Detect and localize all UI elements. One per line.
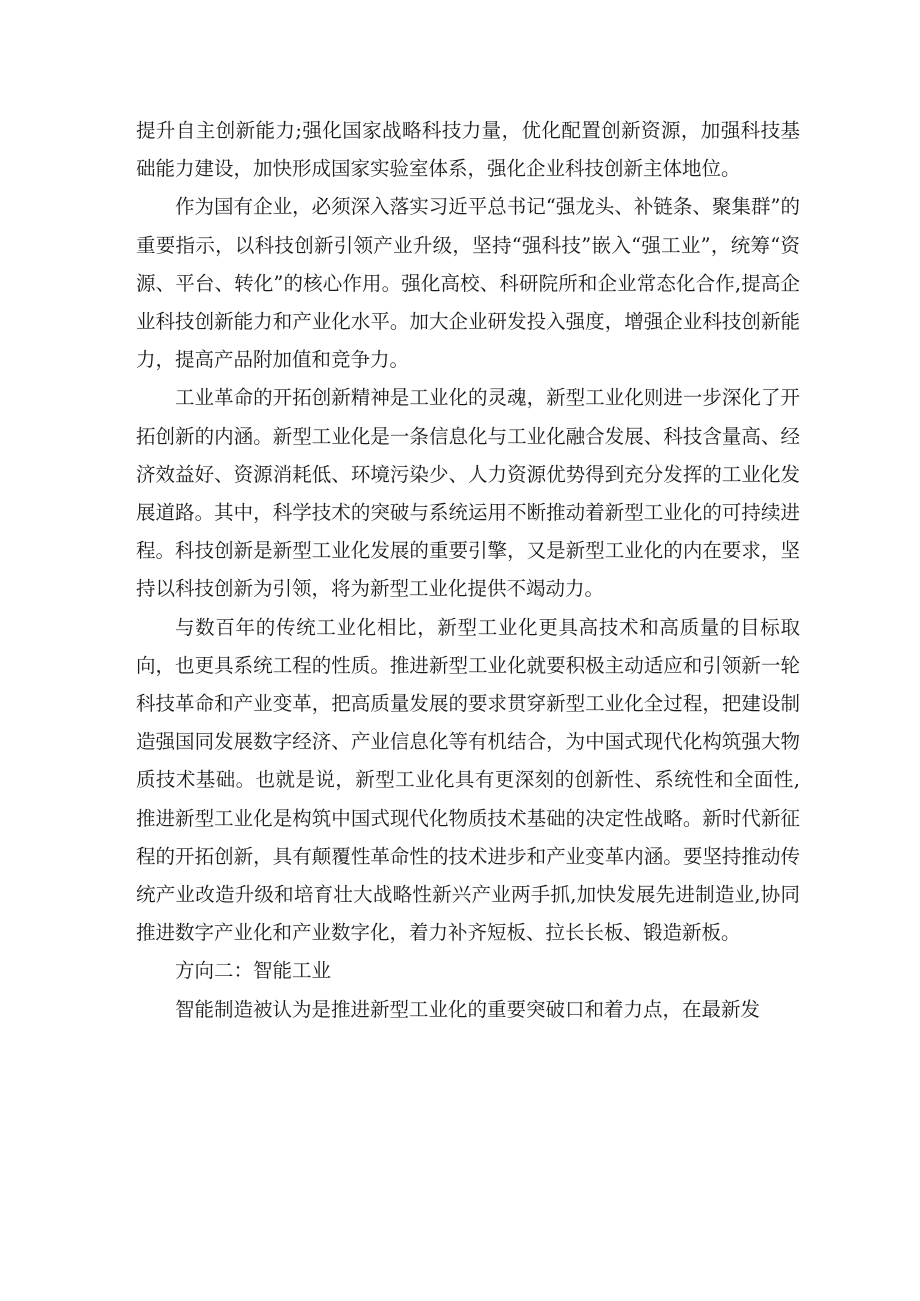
paragraph-5: 智能制造被认为是推进新型工业化的重要突破口和着力点，在最新发 [175,997,761,1021]
paragraph-1: 提升自主创新能力;强化国家战略科技力量，优化配置创新资源，加强科技基础能力建设，加快形成国家实验室体系，强化企业科技创新主体地位。 [136,119,800,181]
paragraph-4: 与数百年的传统工业化相比，新型工业化更具高技术和高质量的目标取向，也更具系统工程的性质。推进新型工业化就要积极主动适应和引领新一轮科技革命和产业变革，把高质量发展的要求贯穿新型工业化全过程，把建设制造强国同发展数字经济、产业信息化等有机结合，为中国式现代化构筑强大物质技术基础。也就是说，新型工业化具有更深刻的创新性、系统性和全面性,推进新型工业化是构筑中国式现代化物质技术基础的决定性战略。新时代新征程的开拓创新，具有颠覆性革命性的技术进步和产业变革内涵。要坚持推动传统产业改造升级和培育壮大战略性新兴产业两手抓,加快发展先进制造业,协同推进数字产业化和产业数字化，着力补齐短板、拉长长板、锻造新板。 [136,615,800,945]
paragraph-2: 作为国有企业，必须深入落实习近平总书记“强龙头、补链条、聚集群”的重要指示，以科技创新引领产业升级，坚持“强科技”嵌入“强工业”，统筹“资源、平台、转化”的核心作用。强化高校、科研院所和企业常态化合作,提高企业科技创新能力和产业化水平。加大企业研发投入强度，增强企业科技创新能力，提高产品附加值和竞争力。 [136,195,800,372]
section-heading: 方向二：智能工业 [175,959,332,983]
paragraph-3: 工业革命的开拓创新精神是工业化的灵魂，新型工业化则进一步深化了开拓创新的内涵。新型工业化是一条信息化与工业化融合发展、科技含量高、经济效益好、资源消耗低、环境污染少、人力资源优势得到充分发挥的工业化发展道路。其中，科学技术的突破与系统运用不断推动着新型工业化的可持续进程。科技创新是新型工业化发展的重要引擎，又是新型工业化的内在要求，坚持以科技创新为引领，将为新型工业化提供不竭动力。 [136,386,800,601]
document-body [136,112,800,1029]
